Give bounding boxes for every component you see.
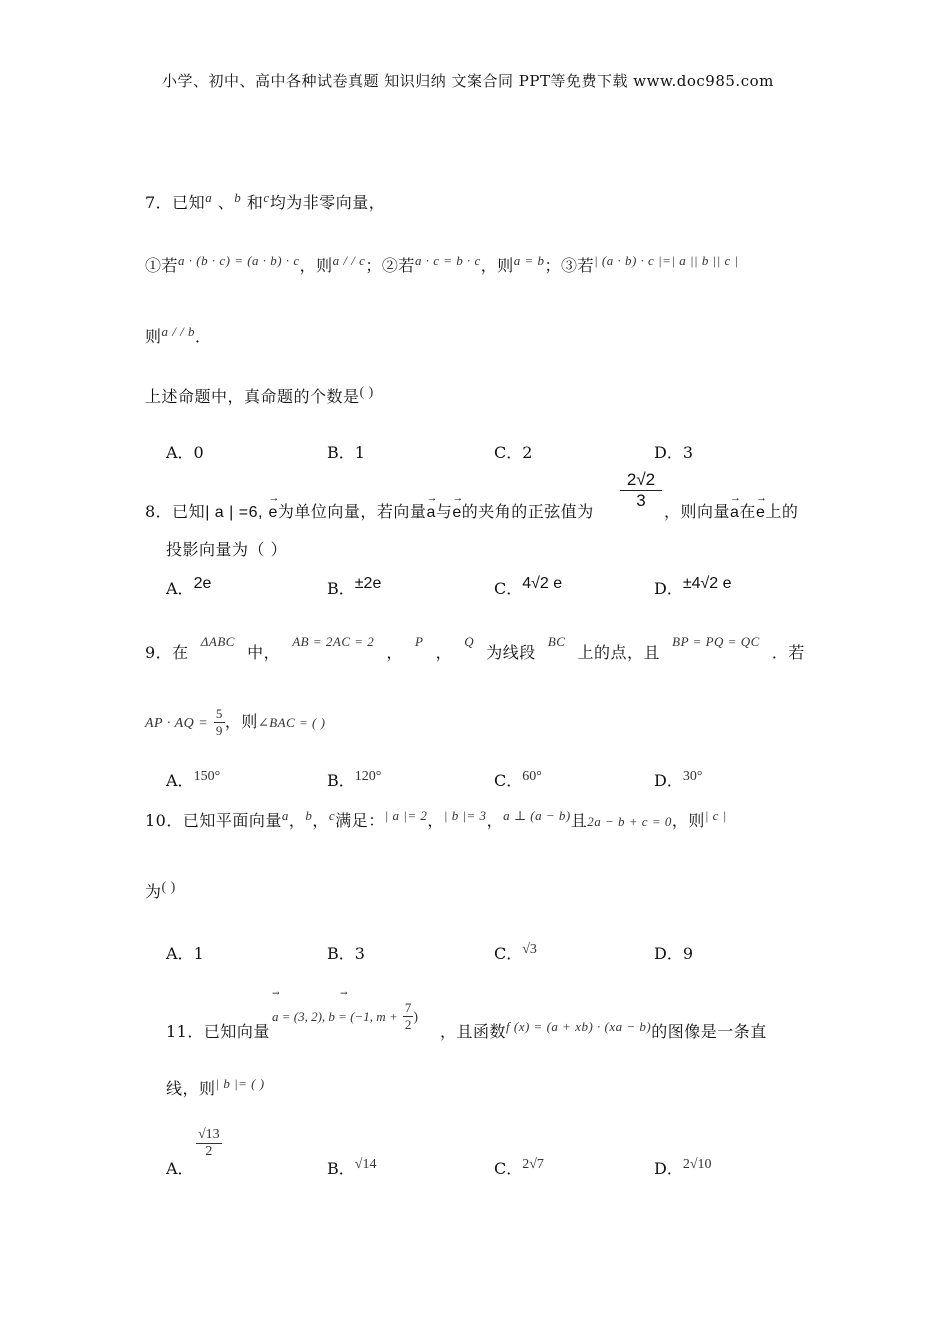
q11-option-a[interactable]: A． <box>166 1159 194 1178</box>
q9-option-c[interactable]: C．60° <box>494 769 542 790</box>
q10-option-b[interactable]: B．3 <box>327 944 365 963</box>
q11-option-a-fraction: √13 2 <box>198 1127 220 1159</box>
q7-option-b[interactable]: B．1 <box>327 443 365 462</box>
q8-option-c[interactable]: C．4√2 e <box>494 575 563 598</box>
q11-line2: 线，则$^{| b |= ( )}$ <box>166 1076 265 1098</box>
q7-question: 上述命题中，真命题的个数是( ) <box>145 385 374 406</box>
q9-stem: 9．在 ΔABC 中， AB = 2AC = 2 ， P ， Q 为线段 BC 上的点，且 BP = PQ = QC ．若 <box>145 634 805 662</box>
q11-stem: ，且函数$^{f (x) = (a + xb) \cdot (xa - b)}$的图像是一条直 <box>440 1019 767 1041</box>
q11-fraction: $\frac{7}{2}$ <box>404 1000 412 1032</box>
q10-line2: 为( ) <box>145 880 176 901</box>
q7-prop3-conclusion: 则$^{a / / b}$． <box>145 324 212 346</box>
vector-arrow-icon: → <box>268 492 281 504</box>
q8-line2: 投影向量为（ ） <box>166 540 288 559</box>
q11-option-b[interactable]: B．√14 <box>327 1157 377 1178</box>
q9-condition: AP · AQ = $\frac{5}{9}$ ，则∠BAC = ( ) <box>145 706 326 738</box>
q7-propositions: ①若$^{a \cdot (b \cdot c) = (a \cdot b) \cdot c}$，则$^{a / / c}$；②若$^{a \cdot c = b \cdot c}$，则$^{a = b}$；③若$^{| (a \cdot b) \cdot c |=| a || b || c |}$ <box>145 253 739 275</box>
q8-option-a[interactable]: A．2e <box>166 575 212 598</box>
vector-arrow-icon: → <box>755 492 768 504</box>
q8-option-b[interactable]: B．±2e <box>327 575 382 598</box>
q8-stem-tail: ，则向量 → a在 → e上的 <box>664 492 799 521</box>
q11-option-d[interactable]: D．2√10 <box>654 1157 712 1178</box>
q10-stem: 10．已知平面向量$^a$，$^b$，$^c$满足：$^{| a |= 2}$，$^{| b |= 3}$，$^{a \perp (a - b)}$且2a − b + c = 0，则$^{| c |}$ <box>145 808 727 830</box>
q7-option-c[interactable]: C．2 <box>494 443 533 462</box>
q7-stem: 7．已知$^a$ 、$^b$ 和$^c$均为非零向量， <box>145 190 386 212</box>
page-header: 小学、初中、高中各种试卷真题 知识归纳 文案合同 PPT等免费下载 www.doc985.com <box>162 72 774 90</box>
q8-option-d[interactable]: D．±4√2 e <box>654 575 732 598</box>
vector-arrow-icon: → <box>272 989 280 999</box>
vector-arrow-icon: → <box>426 492 438 504</box>
q11-option-c[interactable]: C．2√7 <box>494 1157 544 1178</box>
q11-vectors: a = (3, 2), b = (−1, m + $\frac{7}{2}$ ) <box>272 1000 418 1032</box>
q9-fraction: $\frac{5}{9}$ <box>215 706 223 738</box>
q9-option-a[interactable]: A．150° <box>166 769 221 790</box>
q9-option-d[interactable]: D．30° <box>654 769 703 790</box>
q7-option-a[interactable]: A．0 <box>166 443 204 462</box>
q11-number: 11．已知向量 <box>166 1022 270 1041</box>
q10-option-c[interactable]: C．√3 <box>494 942 537 963</box>
q7-option-d[interactable]: D．3 <box>654 443 694 462</box>
q8-sine-fraction: 2√2 3 <box>620 470 662 511</box>
q10-option-a[interactable]: A．1 <box>166 944 204 963</box>
q10-option-d[interactable]: D．9 <box>654 944 694 963</box>
vector-arrow-icon: → <box>452 492 464 504</box>
q9-option-b[interactable]: B．120° <box>327 769 382 790</box>
vector-arrow-icon: → <box>730 492 742 504</box>
q8-stem: 8．已知| a | =6, → e为单位向量，若向量 → a与 → e的夹角的正弦值为 <box>145 492 594 521</box>
vector-arrow-icon: → <box>340 989 348 999</box>
